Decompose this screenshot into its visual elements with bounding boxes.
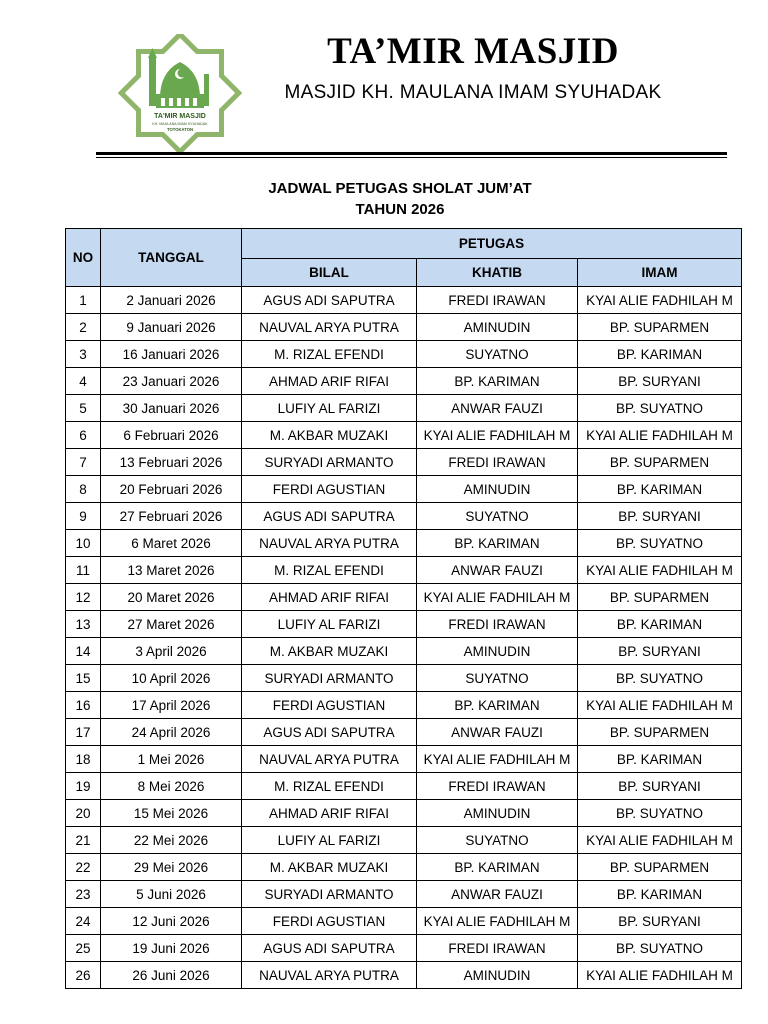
cell-no: 9 [66,503,101,530]
cell-no: 21 [66,827,101,854]
cell-tanggal: 13 Maret 2026 [101,557,242,584]
cell-no: 20 [66,800,101,827]
schedule-body [66,287,742,989]
table-row [66,449,742,476]
cell-no: 19 [66,773,101,800]
table-row [66,800,742,827]
cell-khatib: BP. KARIMAN [417,368,578,395]
table-row [66,368,742,395]
cell-khatib: SUYATNO [417,341,578,368]
cell-bilal: SURYADI ARMANTO [242,665,417,692]
cell-bilal: M. AKBAR MUZAKI [242,638,417,665]
cell-imam: BP. SUPARMEN [578,719,742,746]
header-divider-thin [96,157,727,158]
table-row [66,935,742,962]
cell-khatib: ANWAR FAUZI [417,881,578,908]
cell-tanggal: 9 Januari 2026 [101,314,242,341]
cell-bilal: SURYADI ARMANTO [242,449,417,476]
cell-khatib: SUYATNO [417,827,578,854]
cell-khatib: FREDI IRAWAN [417,935,578,962]
cell-imam: BP. SUYATNO [578,530,742,557]
cell-bilal: FERDI AGUSTIAN [242,476,417,503]
cell-tanggal: 23 Januari 2026 [101,368,242,395]
logo-text-line3: TOTOKATON [167,127,193,132]
cell-bilal: AGUS ADI SAPUTRA [242,287,417,314]
cell-no: 3 [66,341,101,368]
cell-bilal: AGUS ADI SAPUTRA [242,935,417,962]
cell-no: 26 [66,962,101,989]
cell-tanggal: 27 Februari 2026 [101,503,242,530]
cell-bilal: FERDI AGUSTIAN [242,692,417,719]
cell-tanggal: 12 Juni 2026 [101,908,242,935]
table-row [66,422,742,449]
table-row [66,665,742,692]
cell-imam: BP. SUPARMEN [578,314,742,341]
cell-tanggal: 17 April 2026 [101,692,242,719]
cell-khatib: AMINUDIN [417,800,578,827]
cell-imam: KYAI ALIE FADHILAH M [578,962,742,989]
cell-tanggal: 15 Mei 2026 [101,800,242,827]
cell-imam: BP. SUYATNO [578,665,742,692]
cell-imam: BP. KARIMAN [578,341,742,368]
header-petugas: PETUGAS [242,229,742,259]
header-divider-thick [96,152,727,155]
table-row [66,638,742,665]
table-row [66,773,742,800]
cell-bilal: AGUS ADI SAPUTRA [242,719,417,746]
cell-bilal: AHMAD ARIF RIFAI [242,800,417,827]
cell-khatib: AMINUDIN [417,314,578,341]
table-row [66,476,742,503]
header-tanggal: TANGGAL [101,229,242,287]
cell-no: 13 [66,611,101,638]
cell-no: 8 [66,476,101,503]
cell-no: 24 [66,908,101,935]
cell-no: 16 [66,692,101,719]
cell-khatib: ANWAR FAUZI [417,719,578,746]
table-row [66,719,742,746]
cell-bilal: LUFIY AL FARIZI [242,611,417,638]
mosque-logo-icon [118,34,242,152]
cell-khatib: FREDI IRAWAN [417,449,578,476]
cell-bilal: M. AKBAR MUZAKI [242,854,417,881]
header-bilal: BILAL [242,259,417,287]
cell-imam: BP. SUPARMEN [578,854,742,881]
table-row [66,503,742,530]
cell-bilal: M. RIZAL EFENDI [242,773,417,800]
cell-bilal: M. AKBAR MUZAKI [242,422,417,449]
table-row [66,557,742,584]
cell-khatib: FREDI IRAWAN [417,611,578,638]
cell-no: 18 [66,746,101,773]
cell-no: 6 [66,422,101,449]
cell-no: 15 [66,665,101,692]
cell-imam: KYAI ALIE FADHILAH M [578,287,742,314]
cell-imam: KYAI ALIE FADHILAH M [578,827,742,854]
cell-no: 12 [66,584,101,611]
table-row [66,395,742,422]
cell-bilal: AHMAD ARIF RIFAI [242,368,417,395]
cell-tanggal: 24 April 2026 [101,719,242,746]
cell-tanggal: 27 Maret 2026 [101,611,242,638]
cell-no: 23 [66,881,101,908]
cell-no: 17 [66,719,101,746]
cell-khatib: KYAI ALIE FADHILAH M [417,908,578,935]
cell-bilal: M. RIZAL EFENDI [242,557,417,584]
cell-imam: BP. SURYANI [578,503,742,530]
table-row [66,584,742,611]
cell-tanggal: 8 Mei 2026 [101,773,242,800]
table-row [66,881,742,908]
cell-khatib: FREDI IRAWAN [417,287,578,314]
table-row [66,314,742,341]
cell-imam: BP. SURYANI [578,368,742,395]
cell-no: 14 [66,638,101,665]
cell-imam: BP. KARIMAN [578,476,742,503]
cell-no: 25 [66,935,101,962]
cell-imam: BP. KARIMAN [578,611,742,638]
cell-khatib: AMINUDIN [417,962,578,989]
cell-bilal: LUFIY AL FARIZI [242,827,417,854]
cell-khatib: SUYATNO [417,665,578,692]
cell-bilal: NAUVAL ARYA PUTRA [242,530,417,557]
cell-imam: BP. KARIMAN [578,746,742,773]
cell-bilal: LUFIY AL FARIZI [242,395,417,422]
logo-text-line1: TA'MIR MASJID [154,113,206,120]
cell-imam: KYAI ALIE FADHILAH M [578,692,742,719]
cell-bilal: SURYADI ARMANTO [242,881,417,908]
cell-imam: KYAI ALIE FADHILAH M [578,422,742,449]
table-row [66,827,742,854]
cell-khatib: ANWAR FAUZI [417,557,578,584]
cell-tanggal: 30 Januari 2026 [101,395,242,422]
cell-khatib: SUYATNO [417,503,578,530]
cell-tanggal: 1 Mei 2026 [101,746,242,773]
table-row [66,908,742,935]
cell-tanggal: 20 Maret 2026 [101,584,242,611]
cell-imam: BP. KARIMAN [578,881,742,908]
cell-tanggal: 6 Maret 2026 [101,530,242,557]
table-row [66,962,742,989]
cell-no: 5 [66,395,101,422]
cell-bilal: AHMAD ARIF RIFAI [242,584,417,611]
cell-imam: BP. SURYANI [578,773,742,800]
cell-imam: BP. SUYATNO [578,800,742,827]
cell-tanggal: 3 April 2026 [101,638,242,665]
table-row [66,692,742,719]
cell-imam: BP. SUYATNO [578,395,742,422]
document-title-line2: TAHUN 2026 [355,201,445,218]
cell-bilal: NAUVAL ARYA PUTRA [242,746,417,773]
cell-tanggal: 19 Juni 2026 [101,935,242,962]
cell-tanggal: 5 Juni 2026 [101,881,242,908]
cell-bilal: AGUS ADI SAPUTRA [242,503,417,530]
cell-no: 2 [66,314,101,341]
cell-tanggal: 10 April 2026 [101,665,242,692]
cell-no: 11 [66,557,101,584]
table-row [66,530,742,557]
table-row [66,611,742,638]
schedule-table [65,228,742,989]
cell-khatib: KYAI ALIE FADHILAH M [417,584,578,611]
cell-bilal: M. RIZAL EFENDI [242,341,417,368]
cell-tanggal: 22 Mei 2026 [101,827,242,854]
table-row [66,341,742,368]
cell-imam: BP. SURYANI [578,638,742,665]
cell-khatib: BP. KARIMAN [417,692,578,719]
cell-bilal: NAUVAL ARYA PUTRA [242,314,417,341]
cell-imam: KYAI ALIE FADHILAH M [578,557,742,584]
header-no: NO [66,229,101,287]
cell-khatib: AMINUDIN [417,476,578,503]
table-row [66,746,742,773]
mosque-logo [118,34,242,152]
cell-khatib: AMINUDIN [417,638,578,665]
cell-no: 1 [66,287,101,314]
cell-bilal: NAUVAL ARYA PUTRA [242,962,417,989]
cell-khatib: KYAI ALIE FADHILAH M [417,746,578,773]
cell-khatib: ANWAR FAUZI [417,395,578,422]
cell-tanggal: 20 Februari 2026 [101,476,242,503]
cell-tanggal: 2 Januari 2026 [101,287,242,314]
cell-khatib: BP. KARIMAN [417,530,578,557]
table-row [66,854,742,881]
cell-tanggal: 16 Januari 2026 [101,341,242,368]
header-imam: IMAM [578,259,742,287]
document-title-line1: JADWAL PETUGAS SHOLAT JUM’AT [268,180,532,197]
cell-tanggal: 13 Februari 2026 [101,449,242,476]
page-title: TA’MIR MASJID [327,31,619,72]
document-title [200,178,600,220]
cell-khatib: KYAI ALIE FADHILAH M [417,422,578,449]
cell-tanggal: 26 Juni 2026 [101,962,242,989]
cell-imam: BP. SUYATNO [578,935,742,962]
mosque-name: MASJID KH. MAULANA IMAM SYUHADAK [284,82,662,103]
cell-no: 10 [66,530,101,557]
cell-no: 7 [66,449,101,476]
cell-imam: BP. SUPARMEN [578,584,742,611]
cell-no: 22 [66,854,101,881]
cell-tanggal: 29 Mei 2026 [101,854,242,881]
cell-imam: BP. SUPARMEN [578,449,742,476]
table-row [66,287,742,314]
cell-imam: BP. SURYANI [578,908,742,935]
cell-no: 4 [66,368,101,395]
cell-khatib: BP. KARIMAN [417,854,578,881]
header-khatib: KHATIB [417,259,578,287]
logo-text-line2: KH. MAULANA IMAM SYUHADAK [152,122,208,126]
cell-khatib: FREDI IRAWAN [417,773,578,800]
cell-tanggal: 6 Februari 2026 [101,422,242,449]
cell-bilal: FERDI AGUSTIAN [242,908,417,935]
